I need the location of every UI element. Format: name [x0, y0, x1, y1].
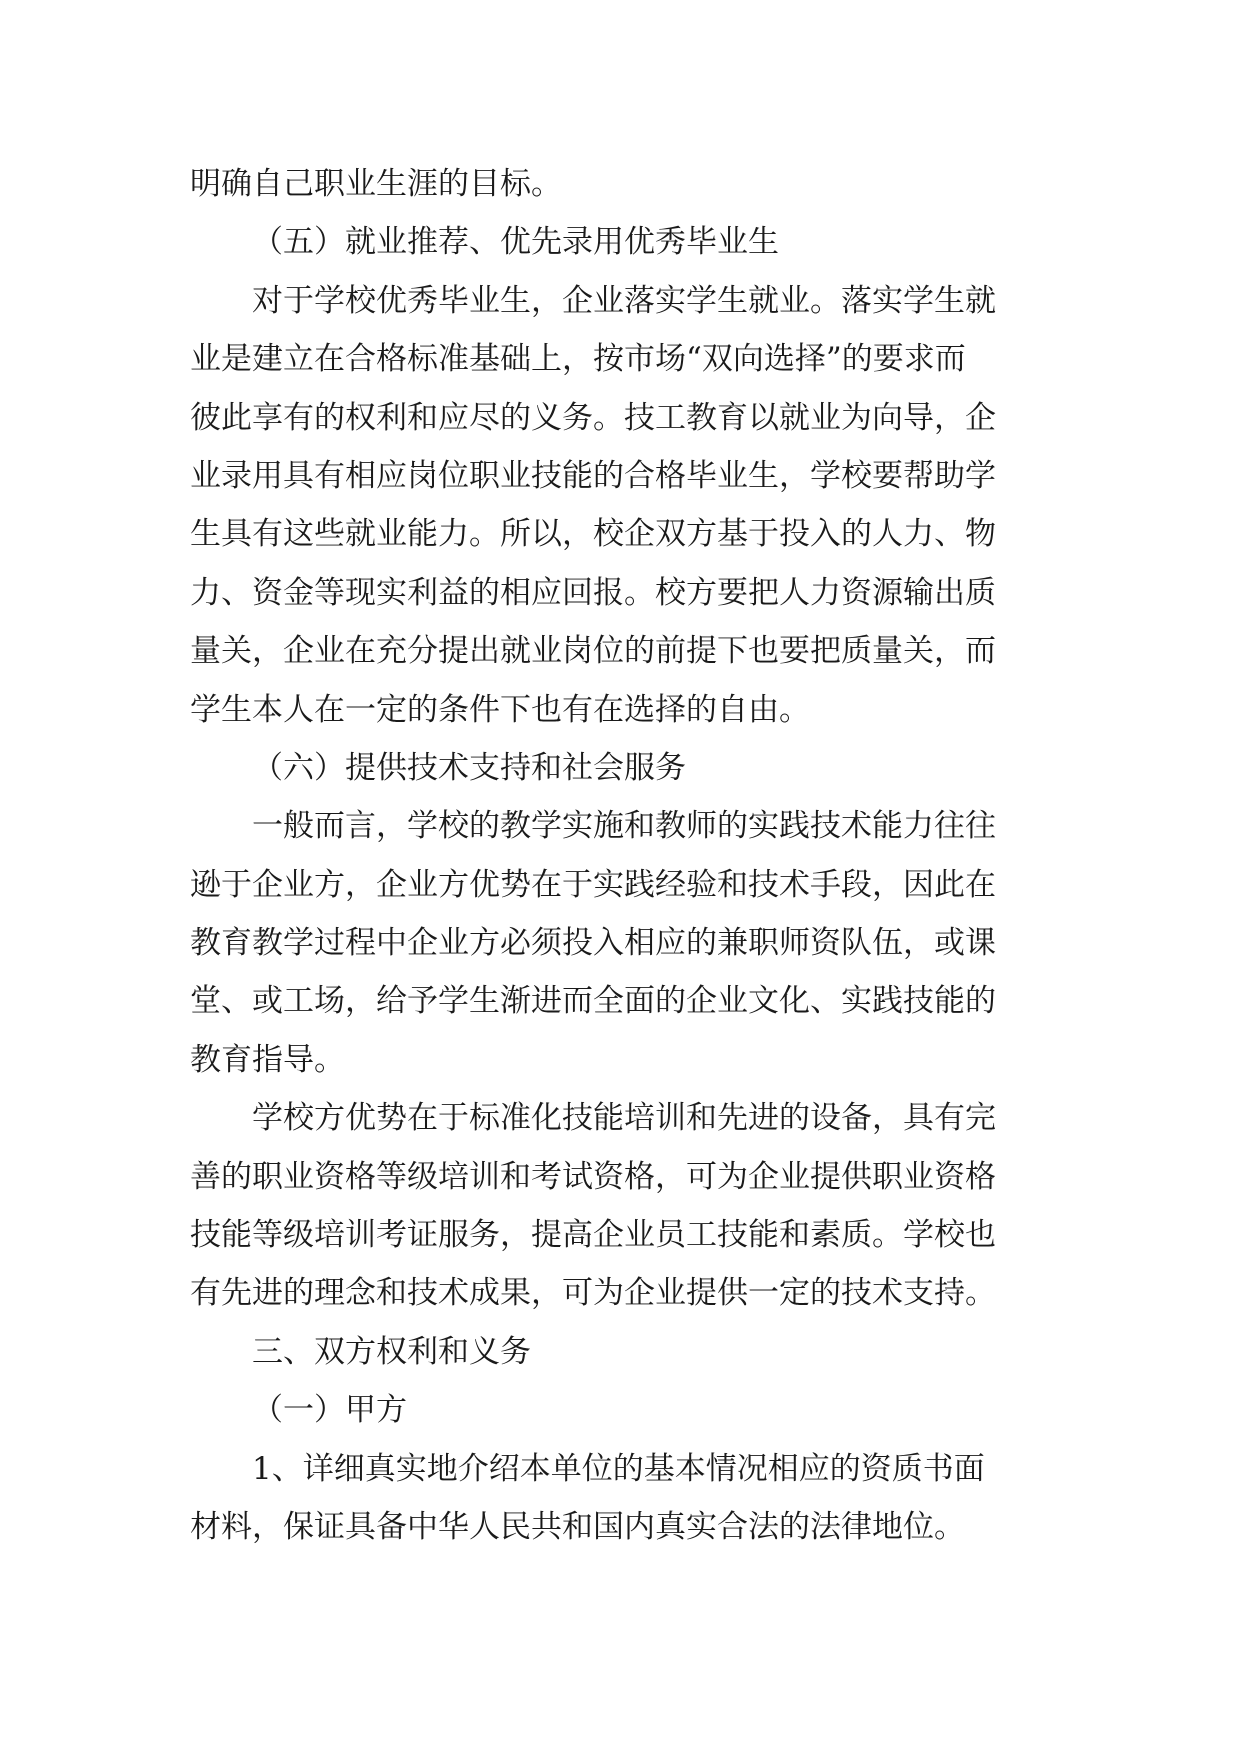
section-heading-3: 三、双方权利和义务: [252, 1333, 531, 1370]
text-line: 逊于企业方，企业方优势在于实践经验和技术手段，因此在: [190, 866, 996, 903]
text-line: 业是建立在合格标准基础上，按市场“双向选择”的要求而: [190, 341, 966, 378]
text-line: 教育指导。: [190, 1041, 345, 1078]
section-heading-6: （六）提供技术支持和社会服务: [252, 749, 686, 786]
text-line: 技能等级培训考证服务，提高企业员工技能和素质。学校也: [190, 1217, 996, 1254]
text-line: 学生本人在一定的条件下也有在选择的自由。: [190, 691, 810, 728]
text-line: 学校方优势在于标准化技能培训和先进的设备，具有完: [252, 1100, 996, 1137]
text-line: 量关，企业在充分提出就业岗位的前提下也要把质量关，而: [190, 633, 996, 670]
text-line: 有先进的理念和技术成果，可为企业提供一定的技术支持。: [190, 1275, 996, 1312]
document-body: [190, 155, 1062, 1556]
section-heading-5: （五）就业推荐、优先录用优秀毕业生: [252, 224, 779, 261]
text-line: 彼此享有的权利和应尽的义务。技工教育以就业为向导，企: [190, 399, 996, 436]
subsection-heading-party-a: （一）甲方: [252, 1392, 407, 1429]
text-line: 明确自己职业生涯的目标。: [190, 166, 562, 202]
text-line: 业录用具有相应岗位职业技能的合格毕业生，学校要帮助学: [190, 457, 996, 494]
text-line: 善的职业资格等级培训和考试资格，可为企业提供职业资格: [190, 1158, 996, 1195]
text-line: 一般而言，学校的教学实施和教师的实践技术能力往往: [252, 808, 996, 845]
text-line: 力、资金等现实利益的相应回报。校方要把人力资源输出质: [190, 574, 996, 611]
text-line: 对于学校优秀毕业生，企业落实学生就业。落实学生就: [252, 282, 996, 319]
text-line: 材料，保证具备中华人民共和国内真实合法的法律地位。: [190, 1508, 965, 1545]
text-line: 1、详细真实地介绍本单位的基本情况相应的资质书面: [252, 1450, 985, 1487]
text-line: 教育教学过程中企业方必须投入相应的兼职师资队伍，或课: [190, 925, 996, 962]
text-line: 堂、或工场，给予学生渐进而全面的企业文化、实践技能的: [190, 983, 996, 1020]
text-line: 生具有这些就业能力。所以，校企双方基于投入的人力、物: [190, 516, 996, 553]
